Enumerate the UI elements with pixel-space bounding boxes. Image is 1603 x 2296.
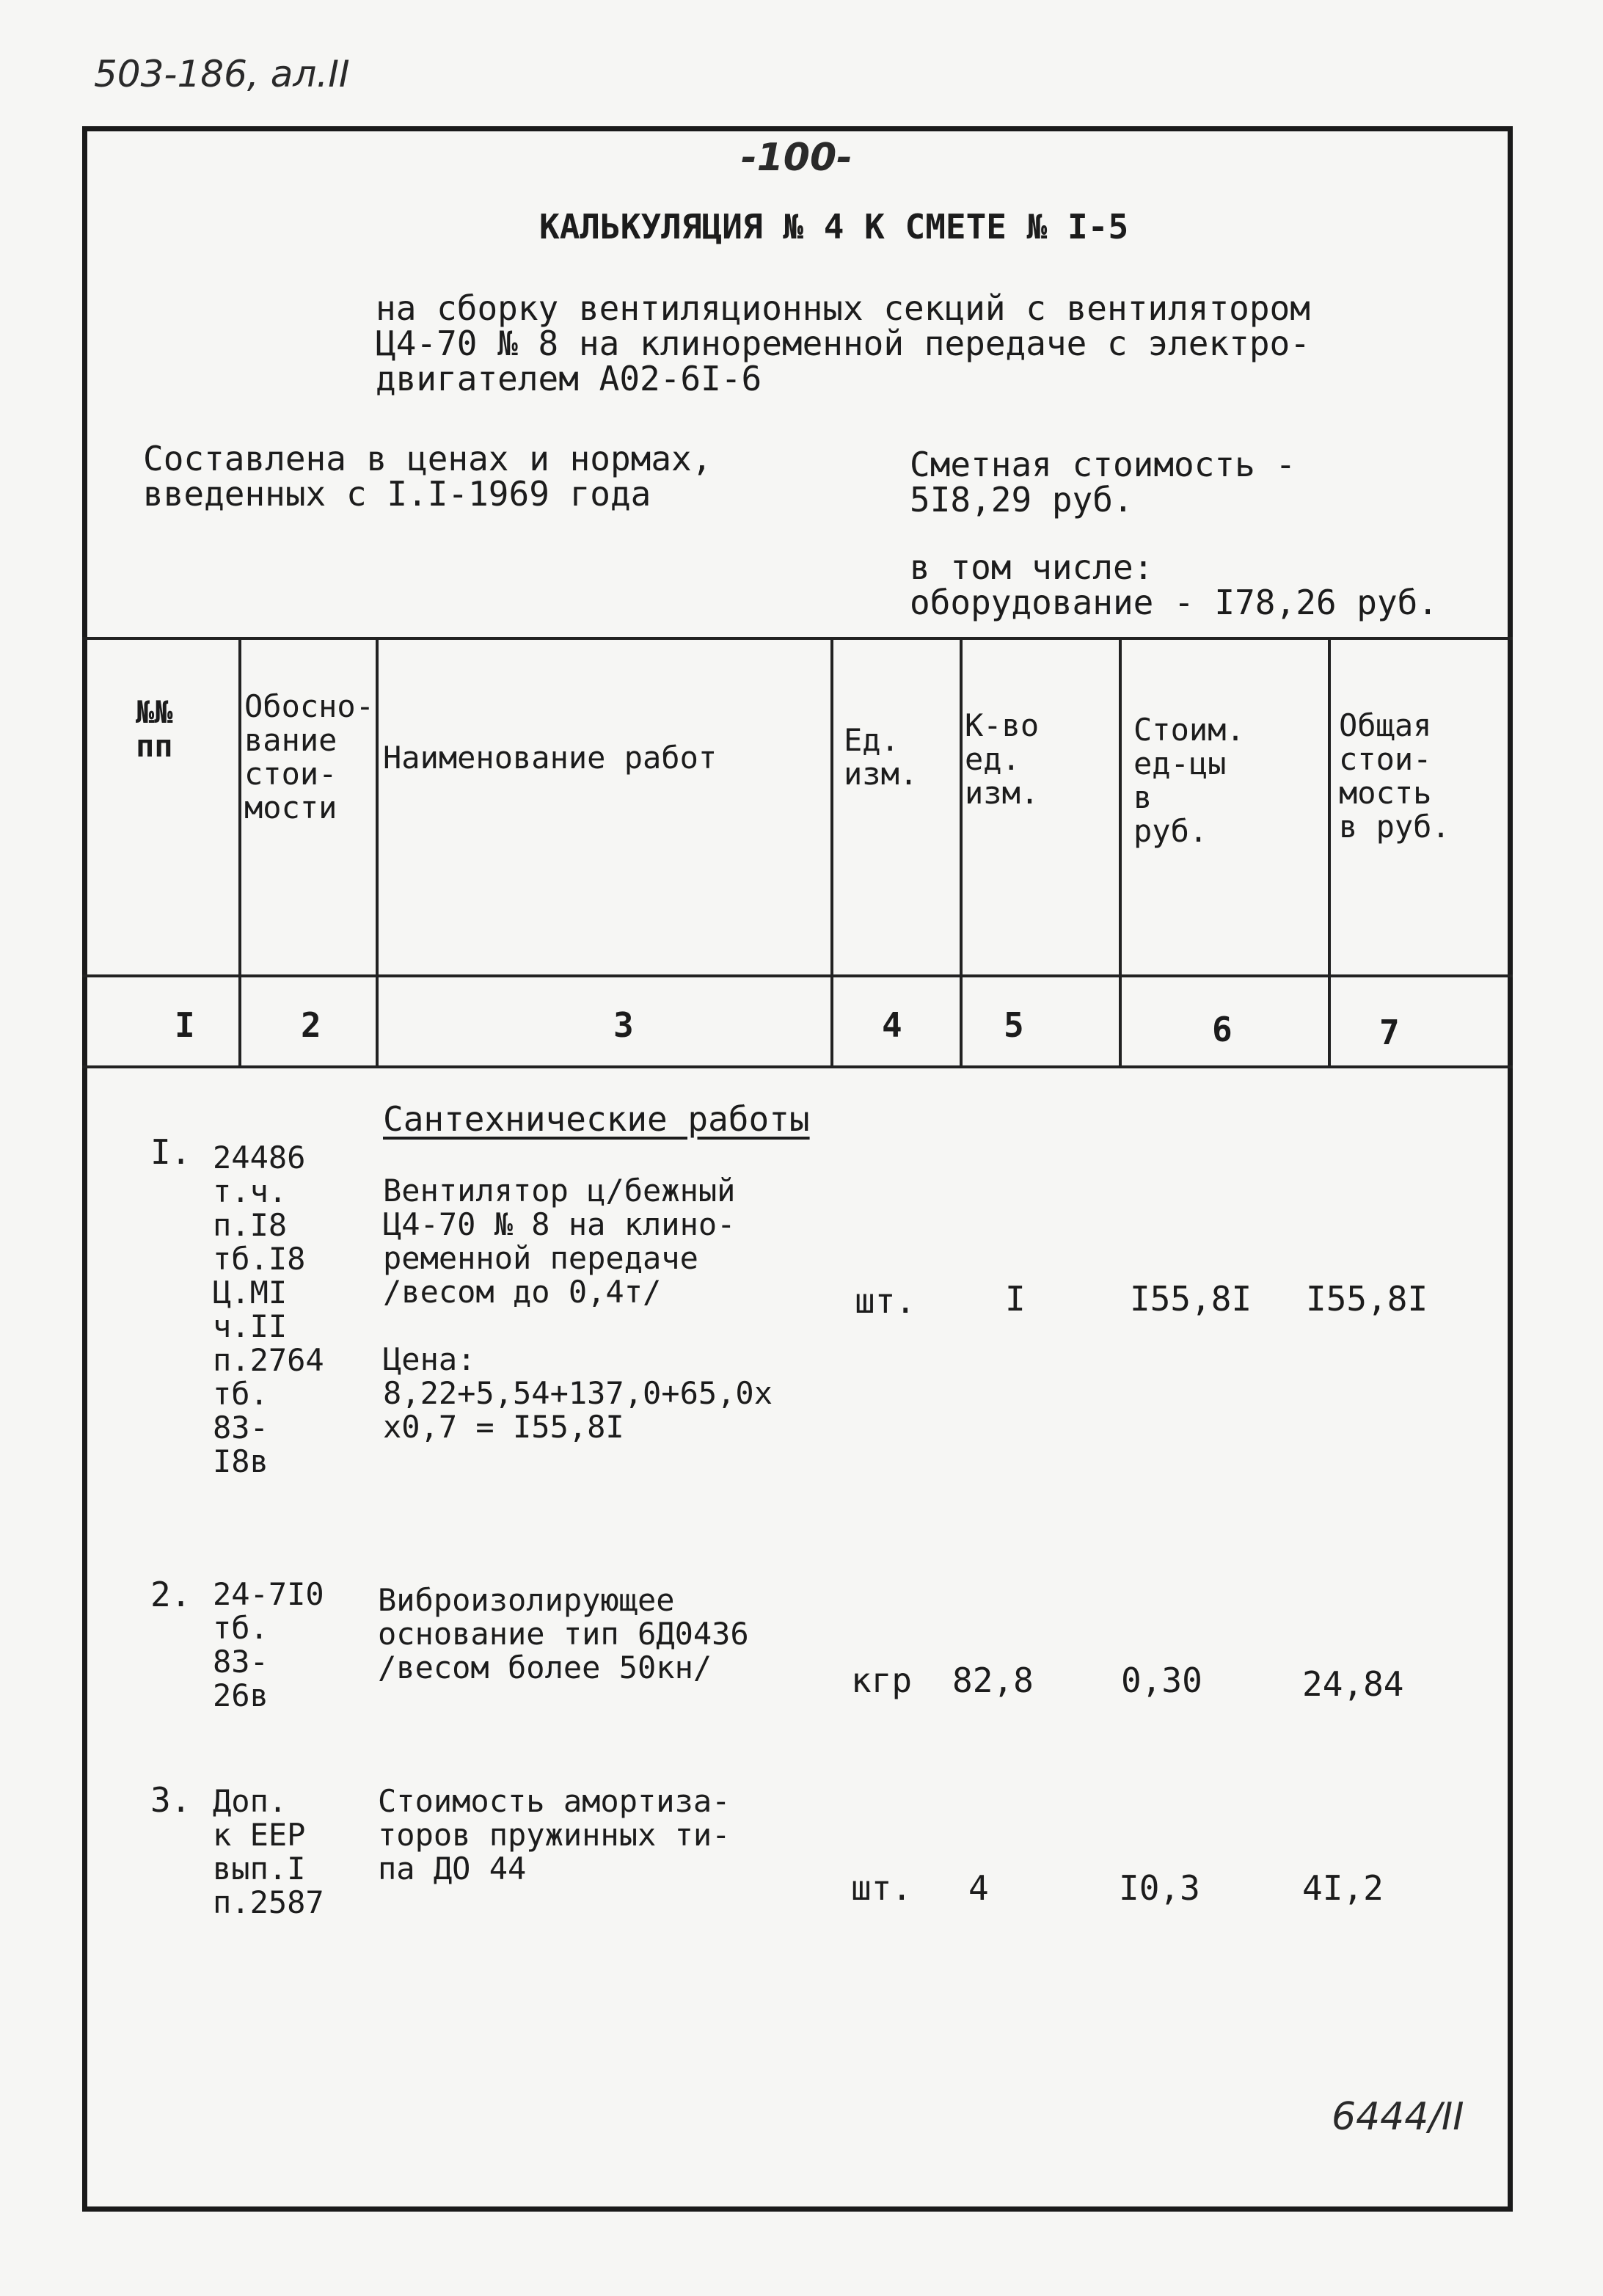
column-divider bbox=[376, 637, 379, 1065]
estimated-cost-line: 5I8,29 руб. bbox=[910, 480, 1133, 520]
row-work-name: Вентилятор ц/бежный Ц4-70 № 8 на клино- ременной передаче /весом до 0,4т/ bbox=[383, 1173, 736, 1310]
composed-line: Составлена в ценах и нормах, bbox=[143, 439, 712, 478]
row-unit: шт. bbox=[855, 1281, 916, 1321]
column-divider bbox=[1119, 637, 1122, 1065]
table-top-rule bbox=[82, 637, 1513, 640]
row-work-name: Стоимость амортиза- торов пружинных ти- па ДО 44 bbox=[378, 1783, 731, 1887]
column-number: I bbox=[175, 1005, 195, 1045]
row-total: 4I,2 bbox=[1302, 1868, 1384, 1908]
subtitle-line: двигателем А02-6I-6 bbox=[376, 359, 762, 398]
column-header: №№ пп bbox=[136, 694, 173, 764]
column-divider bbox=[960, 637, 963, 1065]
column-number: 7 bbox=[1379, 1013, 1400, 1052]
subtitle-line: Ц4-70 № 8 на клиноременной передаче с электро- bbox=[376, 324, 1310, 363]
row-qty: I bbox=[1005, 1279, 1026, 1319]
footer-mark: 6444/II bbox=[1332, 2095, 1464, 2139]
row-basis: Доп. к ЕЕР вып.I п.2587 bbox=[213, 1783, 324, 1920]
column-divider bbox=[1328, 637, 1331, 1065]
estimated-cost-line: Сметная стоимость - bbox=[910, 445, 1296, 484]
column-divider bbox=[830, 637, 833, 1065]
subtitle-line: на сборку вентиляционных секций с вентилятором bbox=[376, 288, 1310, 328]
row-unit-cost: I55,8I bbox=[1130, 1279, 1252, 1319]
row-unit-cost: I0,3 bbox=[1119, 1868, 1200, 1908]
column-divider bbox=[238, 637, 241, 1065]
row-index: 3. bbox=[150, 1780, 191, 1820]
row-index: I. bbox=[150, 1132, 191, 1172]
row-total: I55,8I bbox=[1306, 1279, 1428, 1319]
table-header-bottom-rule bbox=[82, 1065, 1513, 1068]
page-number: -100- bbox=[741, 136, 852, 180]
column-header: Обосно- вание стои- мости bbox=[244, 688, 375, 826]
row-unit: шт. bbox=[851, 1868, 913, 1908]
row-total: 24,84 bbox=[1302, 1664, 1404, 1704]
calculation-title: КАЛЬКУЛЯЦИЯ № 4 К СМЕТЕ № I-5 bbox=[539, 207, 1129, 247]
row-index: 2. bbox=[150, 1575, 191, 1614]
column-header: Наименование работ bbox=[383, 740, 717, 776]
corner-note: 503-186, ал.II bbox=[94, 53, 350, 95]
section-title: Сантехнические работы bbox=[383, 1099, 810, 1139]
column-header: Ед. изм. bbox=[844, 722, 919, 792]
composed-line: введенных с I.I-1969 года bbox=[143, 474, 651, 514]
column-number: 5 bbox=[1004, 1005, 1024, 1045]
including-line: в том числе: bbox=[910, 547, 1154, 587]
column-number: 3 bbox=[613, 1005, 634, 1045]
row-work-name: Виброизолирующее основание тип 6Д0436 /весом более 50кн/ bbox=[378, 1582, 749, 1685]
column-header: К-во ед. изм. bbox=[965, 707, 1040, 811]
column-header: Общая стои- мость в руб. bbox=[1339, 707, 1450, 845]
row-unit: кгр bbox=[851, 1661, 913, 1700]
row-qty: 82,8 bbox=[952, 1661, 1034, 1700]
row-price-note: Цена: 8,22+5,54+137,0+65,0х х0,7 = I55,8I bbox=[383, 1341, 773, 1445]
row-basis: 24486 т.ч. п.I8 тб.I8 Ц.МI ч.II п.2764 тб. 83- I8в bbox=[213, 1140, 324, 1479]
column-number: 6 bbox=[1212, 1010, 1233, 1049]
row-qty: 4 bbox=[968, 1868, 989, 1908]
column-header: Стоим. ед-цы в руб. bbox=[1133, 712, 1245, 849]
row-basis: 24-7I0 тб. 83- 26в bbox=[213, 1576, 324, 1713]
row-unit-cost: 0,30 bbox=[1121, 1661, 1202, 1700]
column-number: 4 bbox=[882, 1005, 902, 1045]
header-divider-rule bbox=[82, 974, 1513, 977]
including-line: оборудование - I78,26 руб. bbox=[910, 583, 1439, 622]
column-number: 2 bbox=[301, 1005, 321, 1045]
